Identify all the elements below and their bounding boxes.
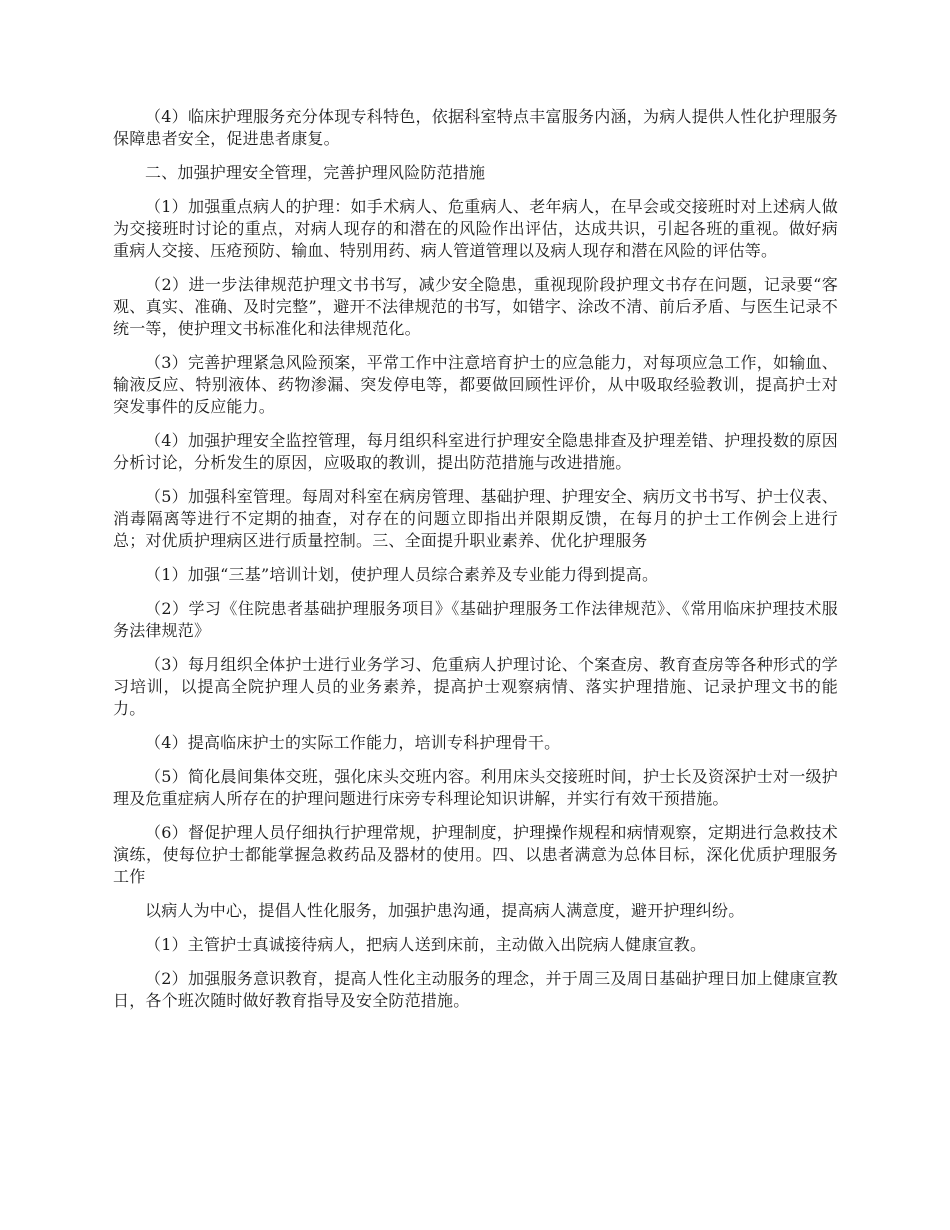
paragraph-nursing-documents: （2）进一步法律规范护理文书书写，减少安全隐患，重视现阶段护理文书存在问题，记录要“客观、真实、准确、及时完整”，避开不法律规范的书写，如错字、涂改不清、前后矛盾、与医生记录不统一等，使护理文书标准化和法律规范化。 (113, 275, 838, 338)
paragraph-study-regulations: （2）学习《住院患者基础护理服务项目》《基础护理服务工作法律规范》、《常用临床护理技术服务法律规范》 (113, 599, 838, 640)
paragraph-department-management: （5）加强科室管理。每周对科室在病房管理、基础护理、护理安全、病历文书书写、护士仪表、消毒隔离等进行不定期的抽查，对存在的问题立即指出并限期反馈，在每月的护士工作例会上进行总；对优质护理病区进行质量控制。三、全面提升职业素养、优化护理服务 (113, 487, 838, 550)
paragraph-three-basics-training: （1）加强“三基”培训计划，使护理人员综合素养及专业能力得到提高。 (145, 565, 659, 584)
paragraph-service-awareness: （2）加强服务意识教育，提高人性化主动服务的理念，并于周三及周日基础护理日加上健康宣教日，各个班次随时做好教育指导及安全防范措施。 (113, 969, 838, 1010)
paragraph-patient-centered: 以病人为中心，提倡人性化服务，加强护患沟通，提高病人满意度，避开护理纠纷。 (145, 901, 745, 920)
paragraph-nursing-routine: （6）督促护理人员仔细执行护理常规，护理制度，护理操作规程和病情观察，定期进行急救技术演练，使每位护士都能掌握急救药品及器材的使用。四、以患者满意为总体目标，深化优质护理服务工作 (113, 823, 838, 886)
paragraph-emergency-plan: （3）完善护理紧急风险预案，平常工作中注意培育护士的应急能力，对每项应急工作，如输血、输液反应、特别液体、药物渗漏、突发停电等，都要做回顾性评价，从中吸取经验教训，提高护士对突发事件的反应能力。 (113, 353, 838, 416)
document-body (113, 106, 838, 1024)
section-heading-safety-management: 二、加强护理安全管理，完善护理风险防范措施 (145, 163, 486, 182)
paragraph-safety-monitoring: （4）加强护理安全监控管理，每月组织科室进行护理安全隐患排查及护理差错、护理投数的原因分析讨论，分析发生的原因，应吸取的教训，提出防范措施与改进措施。 (113, 431, 838, 472)
paragraph-clinical-ability: （4）提高临床护士的实际工作能力，培训专科护理骨干。 (145, 733, 561, 752)
paragraph-key-patients: （1）加强重点病人的护理：如手术病人、危重病人、老年病人，在早会或交接班时对上述病人做为交接班时讨论的重点，对病人现存的和潜在的风险作出评估，达成共识，引起各班的重视。做好病重病人交接、压疮预防、输血、特别用药、病人管道管理以及病人现存和潜在风险的评估等。 (113, 197, 838, 260)
paragraph-specialty-service: （4）临床护理服务充分体现专科特色，依据科室特点丰富服务内涵，为病人提供人性化护理服务保障患者安全，促进患者康复。 (113, 107, 838, 148)
paragraph-reception: （1）主管护士真诚接待病人，把病人送到床前，主动做入出院病人健康宣教。 (145, 935, 707, 954)
paragraph-monthly-training: （3）每月组织全体护士进行业务学习、危重病人护理讨论、个案查房、教育查房等各种形式的学习培训，以提高全院护理人员的业务素养，提高护士观察病情、落实护理措施、记录护理文书的能力。 (113, 655, 838, 718)
paragraph-bedside-handover: （5）简化晨间集体交班，强化床头交班内容。利用床头交接班时间，护士长及资深护士对一级护理及危重症病人所存在的护理问题进行床旁专科理论知识讲解，并实行有效干预措施。 (113, 767, 838, 808)
